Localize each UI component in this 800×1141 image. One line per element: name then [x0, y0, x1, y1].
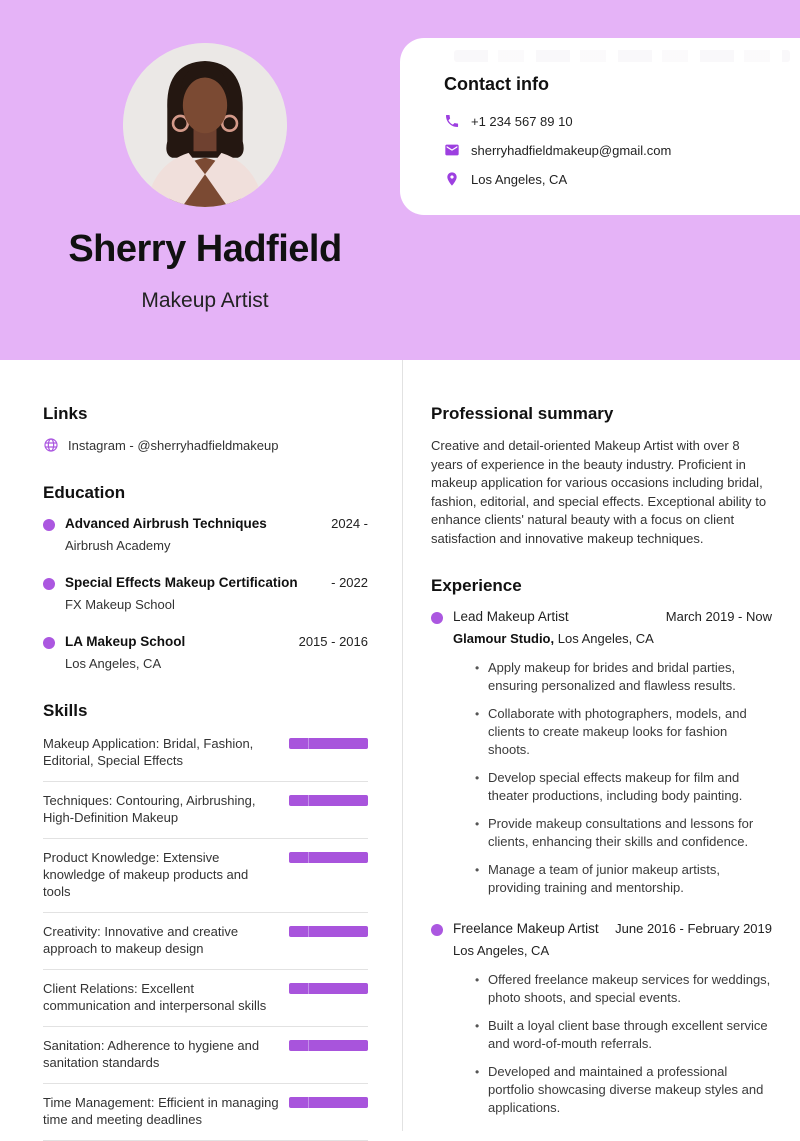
experience-item-org	[453, 943, 772, 958]
skill-bar-track	[289, 1040, 368, 1051]
email-icon	[444, 142, 460, 158]
education-section	[43, 483, 368, 671]
skill-item	[43, 913, 368, 970]
header	[0, 0, 800, 360]
skill-item	[43, 1084, 368, 1141]
experience-item-dates: June 2016 - February 2019	[615, 921, 772, 936]
skills-section	[43, 701, 368, 1141]
location-icon	[444, 171, 460, 187]
contact-email: sherryhadfieldmakeup@gmail.com	[471, 142, 672, 158]
skill-bar-track	[289, 852, 368, 863]
education-item-title: Advanced Airbrush Techniques	[65, 516, 267, 531]
skill-bar-track	[289, 795, 368, 806]
experience-bullet: • Developed and maintained a professional portfolio showcasing diverse makeup styles and applications.	[475, 1063, 772, 1117]
education-item-head	[65, 516, 368, 531]
education-item-subtitle: FX Makeup School	[65, 597, 175, 612]
education-item-dates: 2024 -	[331, 516, 368, 531]
experience-bullet: • Apply makeup for brides and bridal parties, ensuring personalized and flawless results.	[475, 659, 772, 695]
experience-item-head	[453, 921, 772, 936]
experience-item-location: Los Angeles, CA	[453, 943, 550, 958]
experience-item-org	[453, 631, 772, 646]
skill-bar	[289, 1097, 368, 1108]
experience-bullet: • Built a loyal client base through excellent service and word-of-mouth referrals.	[475, 1017, 772, 1053]
contact-location: Los Angeles, CA	[471, 171, 568, 187]
skill-label: Time Management: Efficient in managing time and meeting deadlines	[43, 1095, 279, 1127]
bullet-dot-icon	[431, 924, 443, 936]
skill-bar-track	[289, 926, 368, 937]
summary-text: Creative and detail-oriented Makeup Artist with over 8 years of experience in the beauty industry. Proficient in makeup application for various occasions including bridal, fashion, editorial, and special effects. Exceptional ability to enhance clients' natural beauty with a focus on client satisfaction and innovative makeup techniques.	[431, 438, 767, 546]
skill-bar	[289, 852, 368, 863]
skill-item	[43, 970, 368, 1027]
portrait-illustration	[123, 43, 287, 207]
links-section	[43, 404, 368, 453]
right-column	[402, 360, 800, 1131]
links-heading: Links	[43, 404, 88, 423]
experience-bullet: • Manage a team of junior makeup artists, providing training and mentorship.	[475, 861, 772, 897]
experience-item	[431, 921, 772, 1117]
skill-item	[43, 1027, 368, 1084]
contact-heading: Contact info	[444, 74, 549, 94]
experience-item-title: Freelance Makeup Artist	[453, 921, 599, 936]
contact-card	[400, 38, 800, 215]
skill-item	[43, 782, 368, 839]
page-title: Sherry Hadfield	[68, 228, 342, 270]
experience-item	[431, 609, 772, 897]
bullet-dot-icon	[43, 519, 55, 531]
skill-label: Makeup Application: Bridal, Fashion, Editorial, Special Effects	[43, 736, 254, 768]
contact-row-phone	[444, 113, 780, 129]
phone-icon	[444, 113, 460, 129]
skills-list	[43, 725, 368, 1141]
skill-bar	[289, 926, 368, 937]
experience-bullets	[475, 659, 772, 897]
avatar	[123, 43, 287, 207]
experience-item-dates: March 2019 - Now	[665, 609, 772, 624]
skill-label: Client Relations: Excellent communication and interpersonal skills	[43, 981, 267, 1013]
skill-label: Sanitation: Adherence to hygiene and sanitation standards	[43, 1038, 260, 1070]
bullet-dot-icon	[431, 612, 443, 624]
contact-row-email	[444, 142, 780, 158]
experience-item-head	[453, 609, 772, 624]
education-item-title: LA Makeup School	[65, 634, 186, 649]
experience-bullets	[475, 971, 772, 1117]
instagram-link: Instagram - @sherryhadfieldmakeup	[68, 437, 279, 453]
education-item	[43, 575, 368, 612]
skill-bar	[289, 795, 368, 806]
summary-section	[431, 404, 772, 548]
education-heading: Education	[43, 483, 126, 502]
experience-item-company: Glamour Studio,	[453, 631, 555, 646]
skill-bar-track	[289, 738, 368, 749]
bullet-dot-icon	[43, 578, 55, 590]
education-item-subtitle: Los Angeles, CA	[65, 656, 162, 671]
skill-item	[43, 725, 368, 782]
education-item	[43, 634, 368, 671]
skill-label: Creativity: Innovative and creative approach to makeup design	[43, 924, 239, 956]
skill-bar-track	[289, 983, 368, 994]
experience-section	[431, 576, 772, 1117]
education-item-head	[65, 634, 368, 649]
education-item-subtitle: Airbrush Academy	[65, 538, 171, 553]
experience-item-location: Los Angeles, CA	[554, 631, 654, 646]
contact-phone: +1 234 567 89 10	[471, 113, 573, 129]
summary-heading: Professional summary	[431, 404, 614, 423]
skills-heading: Skills	[43, 701, 88, 720]
education-list	[43, 516, 368, 671]
globe-icon	[43, 437, 59, 453]
experience-bullet: • Offered freelance makeup services for weddings, photo shoots, and special events.	[475, 971, 772, 1007]
contact-row-location	[444, 171, 780, 187]
experience-heading: Experience	[431, 576, 522, 595]
experience-bullet: • Provide makeup consultations and lessons for clients, enhancing their skills and confidence.	[475, 815, 772, 851]
skill-bar	[289, 1040, 368, 1051]
job-title: Makeup Artist	[141, 289, 269, 312]
left-column	[0, 360, 402, 1131]
name-block	[0, 228, 410, 313]
experience-item-title: Lead Makeup Artist	[453, 609, 569, 624]
content	[0, 360, 800, 1131]
watermark-pattern	[454, 50, 790, 62]
education-item-head	[65, 575, 368, 590]
link-row	[43, 437, 368, 453]
education-item-title: Special Effects Makeup Certification	[65, 575, 298, 590]
skill-item	[43, 839, 368, 913]
education-item-dates: 2015 - 2016	[298, 634, 368, 649]
education-item-dates: - 2022	[331, 575, 368, 590]
experience-bullet: • Collaborate with photographers, models, and clients to create makeup looks for fashion shoots.	[475, 705, 772, 759]
skill-label: Product Knowledge: Extensive knowledge of makeup products and tools	[43, 850, 249, 899]
skill-bar	[289, 738, 368, 749]
experience-list	[431, 609, 772, 1117]
bullet-dot-icon	[43, 637, 55, 649]
skill-bar	[289, 983, 368, 994]
skill-bar-track	[289, 1097, 368, 1108]
education-item	[43, 516, 368, 553]
skill-label: Techniques: Contouring, Airbrushing, High-Definition Makeup	[43, 793, 256, 825]
experience-bullet: • Develop special effects makeup for film and theater productions, including body painting.	[475, 769, 772, 805]
